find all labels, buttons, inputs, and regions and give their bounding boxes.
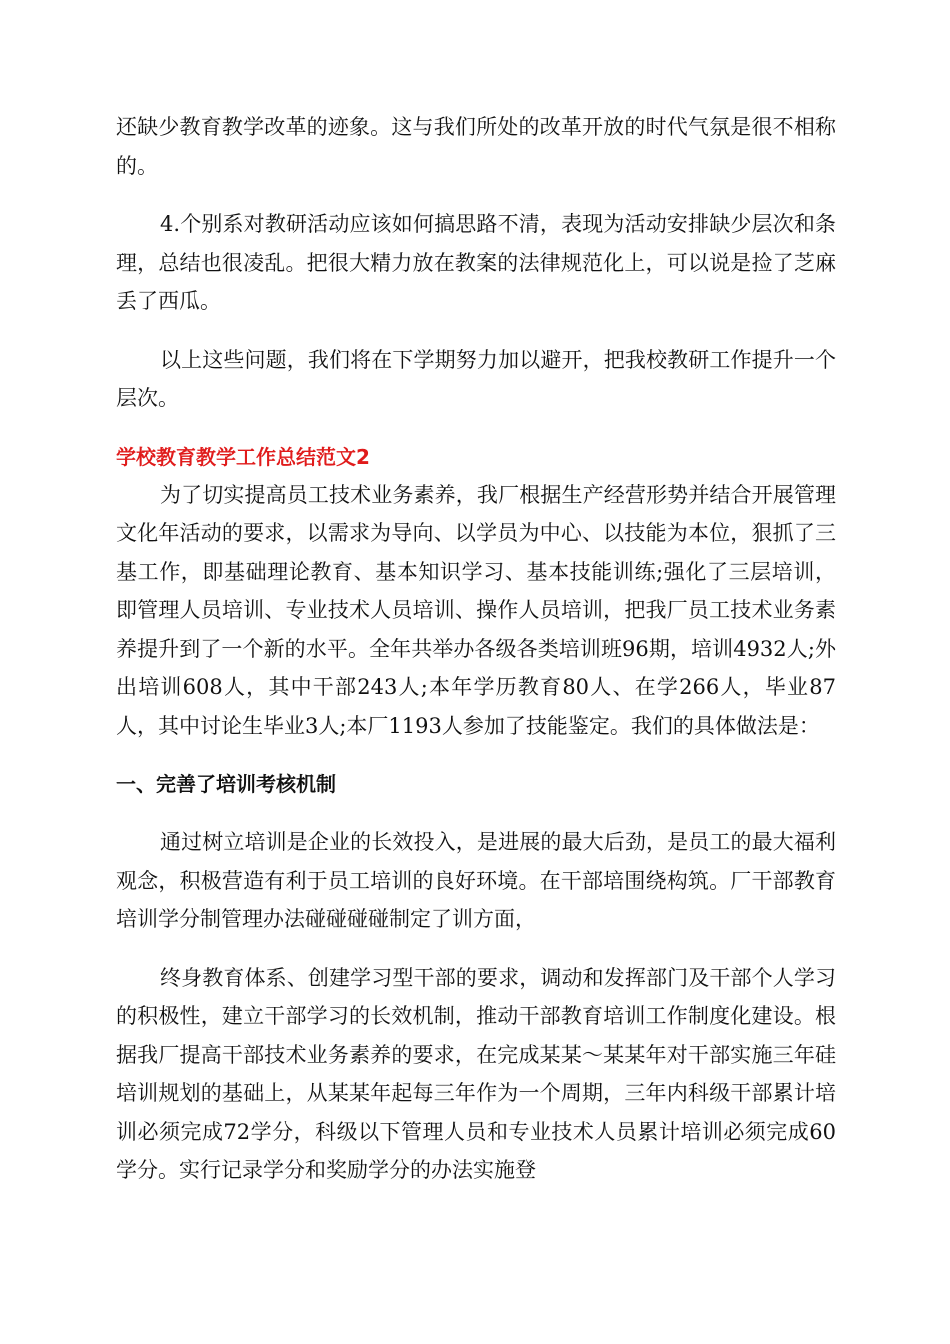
section-title-red: 学校教育教学工作总结范文2	[116, 444, 370, 469]
paragraph-3: 以上这些问题，我们将在下学期努力加以避开，把我校教研工作提升一个层次。	[116, 347, 836, 410]
paragraph-5: 通过树立培训是企业的长效投入，是进展的最大后劲，是员工的最大福利观念，积极营造有利于员工培训的良好环境。在干部培围绕构筑。厂干部教育培训学分制管理办法碰碰碰碰制定了训方面，	[116, 830, 836, 931]
paragraph-4: 为了切实提高员工技术业务素养，我厂根据生产经营形势并结合开展管理文化年活动的要求，以需求为导向、以学员为中心、以技能为本位，狠抓了三基工作，即基础理论教育、基本知识学习、基本技能训练;强化了三层培训，即管理人员培训、专业技术人员培训、操作人员培训，把我厂员工技术业务素养提升到了一个新的水平。全年共举办各级各类培训班96期，培训4932人;外出培训608人，其中干部243人;本年学历教育80人、在学266人，毕业87人，其中讨论生毕业3人;本厂1193人参加了技能鉴定。我们的具体做法是：	[116, 482, 836, 738]
spacer	[116, 418, 836, 438]
paragraph-2: 4.个别系对教研活动应该如何搞思路不清，表现为活动安排缺少层次和条理，总结也很凌乱。把很大精力放在教案的法律规范化上，可以说是捡了芝麻丢了西瓜。	[116, 212, 836, 313]
paragraph-1: 还缺少教育教学改革的迹象。这与我们所处的改革开放的时代气氛是很不相称的。	[116, 115, 836, 178]
section-heading-1: 一、完善了培训考核机制	[116, 772, 336, 796]
spacer	[116, 321, 836, 341]
spacer	[116, 803, 836, 823]
spacer	[116, 745, 836, 765]
spacer	[116, 185, 836, 205]
document-page	[116, 108, 836, 1190]
paragraph-6: 终身教育体系、创建学习型干部的要求，调动和发挥部门及干部个人学习的积极性，建立干部学习的长效机制，推动干部教育培训工作制度化建设。根据我厂提高干部技术业务素养的要求，在完成某某～某某年对干部实施三年硅培训规划的基础上，从某某年起每三年作为一个周期，三年内科级干部累计培训必须完成72学分，科级以下管理人员和专业技术人员累计培训必须完成60学分。实行记录学分和奖励学分的办法实施登	[116, 965, 836, 1182]
spacer	[116, 939, 836, 959]
